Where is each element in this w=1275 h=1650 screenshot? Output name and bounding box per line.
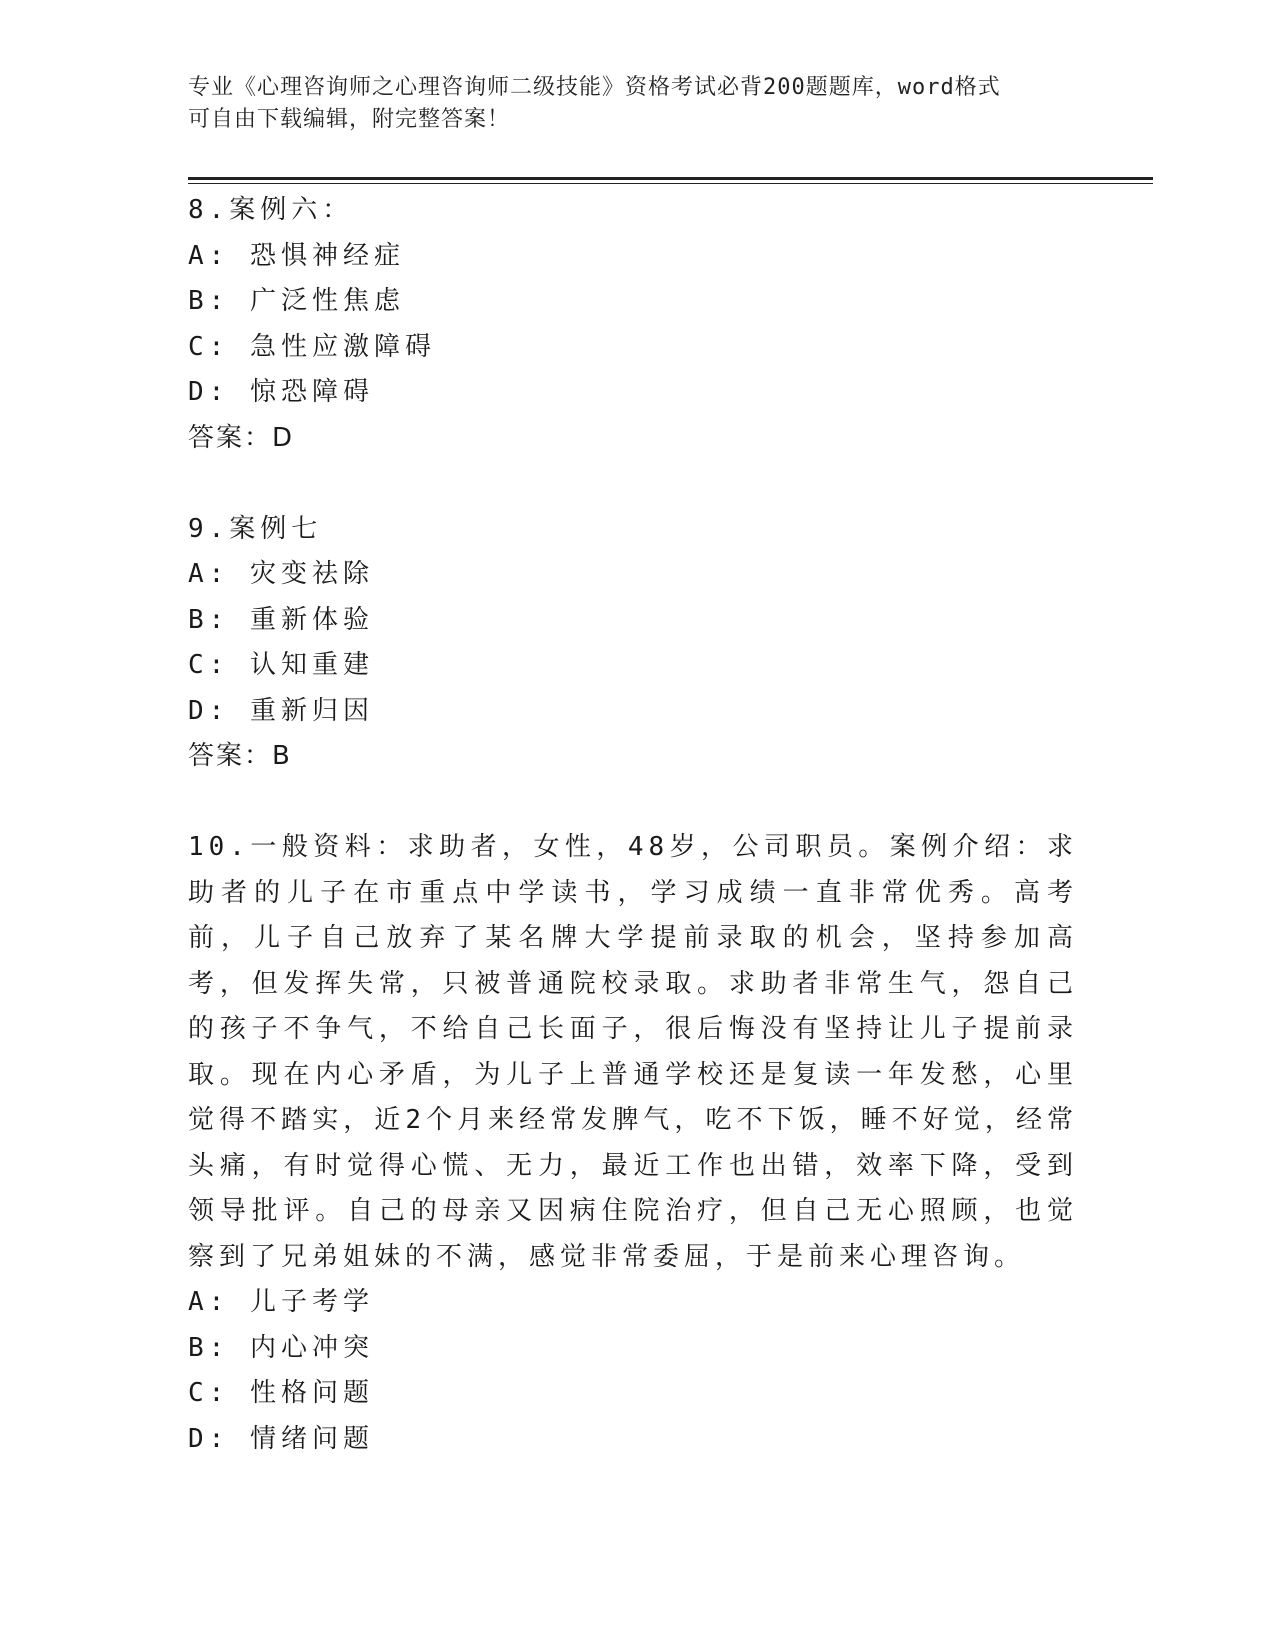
option-d: D: 惊恐障碍 [188, 377, 374, 407]
question-stem: 9.案例七 [188, 513, 323, 544]
question-9 [188, 507, 1088, 780]
answer-label: 答案：B [188, 741, 292, 771]
spacer [188, 461, 1088, 507]
header-rule-thin [188, 183, 1153, 184]
question-10 [188, 825, 1088, 1462]
header-rule-thick [188, 177, 1153, 180]
spacer [188, 780, 1088, 826]
option-b: B: 内心冲突 [188, 1332, 374, 1363]
option-b: B: 重新体验 [188, 604, 374, 635]
document-header [188, 72, 1088, 136]
question-stem: 8.案例六： [188, 195, 354, 225]
option-c: C: 急性应激障碍 [188, 331, 436, 362]
header-line-1: 专业《心理咨询师之心理咨询师二级技能》资格考试必背200题题库，word格式 [188, 75, 1001, 100]
question-stem: 10.一般资料：求助者，女性，48岁，公司职员。案例介绍：求助者的儿子在市重点中学读书，学习成绩一直非常优秀。高考前，儿子自己放弃了某名牌大学提前录取的机会，坚持参加高考，但发挥失常，只被普通院校录取。求助者非常生气，怨自己的孩子不争气，不给自己长面子，很后悔没有坚持让儿子提前录取。现在内心矛盾，为儿子上普通学校还是复读一年发愁，心里觉得不踏实，近2个月来经常发脾气，吃不下饭，睡不好觉，经常头痛，有时觉得心慌、无力，最近工作也出错，效率下降，受到领导批评。自己的母亲又因病住院治疗，但自己无心照顾，也觉察到了兄弟姐妹的不满，感觉非常委屈，于是前来心理咨询。 [188, 832, 1078, 1272]
option-a: A: 灾变祛除 [188, 559, 374, 589]
option-a: A: 恐惧神经症 [188, 240, 405, 271]
option-d: D: 重新归因 [188, 695, 374, 726]
header-line-2: 可自由下载编辑，附完整答案！ [188, 107, 511, 132]
option-c: C: 认知重建 [188, 650, 374, 680]
option-c: C: 性格问题 [188, 1378, 374, 1408]
option-d: D: 情绪问题 [188, 1423, 374, 1454]
option-b: B: 广泛性焦虑 [188, 286, 405, 316]
option-a: A: 儿子考学 [188, 1287, 374, 1317]
answer-label: 答案：D [188, 422, 295, 453]
question-8 [188, 188, 1088, 461]
question-list [188, 188, 1088, 1462]
